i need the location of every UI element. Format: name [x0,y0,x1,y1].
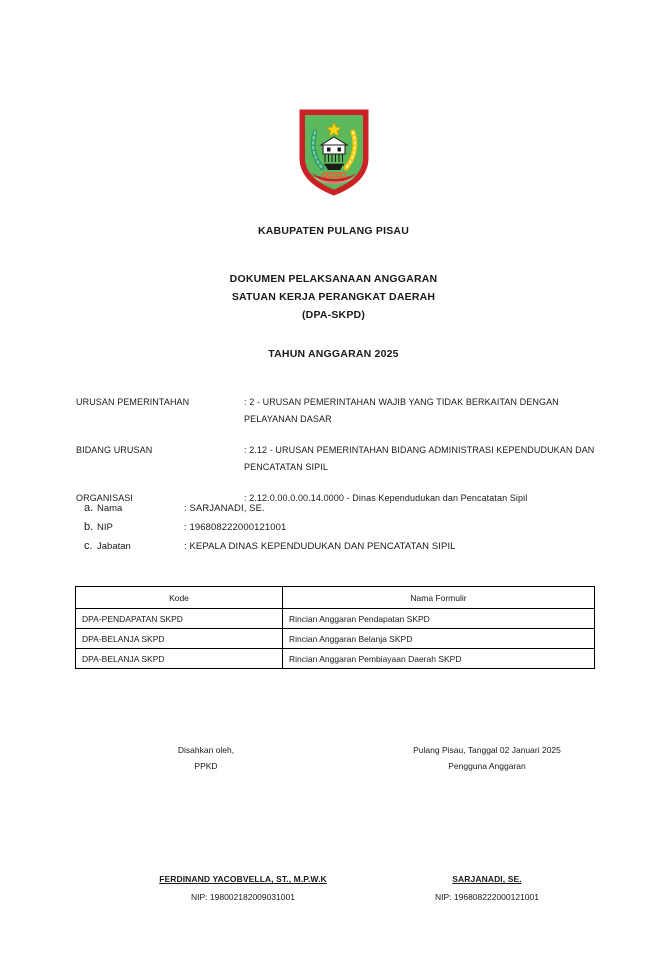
urusan-value-line-2: PENCATATAN SIPIL [244,462,328,472]
table-cell-kode: DPA-BELANJA SKPD [76,629,283,649]
urusan-label: URUSAN PEMERINTAHAN [76,397,190,407]
signature-right-line-2: Pengguna Anggaran [448,761,526,771]
urusan-value-line-1: : 2.12.0.00.0.00.14.0000 - Dinas Kependudukan dan Pencatatan Sipil [244,493,528,503]
pejabat-row-nip [84,521,544,540]
pejabat-item-letter: a. [84,502,94,514]
table-row [76,629,595,649]
fiscal-year-heading: TAHUN ANGGARAN 2025 [268,348,399,360]
formulir-table [75,586,595,669]
signatory-left-name: FERDINAND YACOBVELLA, ST., M.P.W.K [159,874,327,884]
signature-left-line-2: PPKD [194,761,218,771]
table-cell-nama-formulir: Rincian Anggaran Pembiayaan Daerah SKPD [283,649,595,669]
pejabat-section [84,502,544,559]
urusan-value-line-1: : 2.12 - URUSAN PEMERINTAHAN BIDANG ADMINISTRASI KEPENDUDUKAN DAN [244,445,595,455]
signature-block-left-header [132,742,280,774]
pejabat-item-key: Nama [97,503,123,514]
pejabat-item-key: Jabatan [97,541,131,552]
pejabat-item-letter: b. [84,521,94,533]
pejabat-row-jabatan [84,540,544,559]
urusan-row [76,442,596,476]
table-header-nama-formulir: Nama Formulir [283,587,595,609]
table-row [76,649,595,669]
signatory-right-name: SARJANADI, SE. [452,874,522,884]
urusan-value [244,442,596,476]
urusan-value-line-2: PELAYANAN DASAR [244,414,332,424]
table-header-row [76,587,595,609]
urusan-value-line-1: : 2 - URUSAN PEMERINTAHAN WAJIB YANG TIDAK BERKAITAN DENGAN [244,397,559,407]
urusan-row [76,394,596,428]
signatory-left-nip: NIP: 198002182009031001 [191,892,295,902]
document-title [0,270,667,324]
signature-left-line-1: Disahkan oleh, [177,745,235,755]
pejabat-item-key: NIP [97,522,113,533]
pejabat-item-letter: c. [84,540,93,552]
signature-right-line-1: Pulang Pisau, Tanggal 02 Januari 2025 [413,745,561,755]
pejabat-item-value: : 196808222000121001 [184,522,287,533]
document-title-line-2: SATUAN KERJA PERANGKAT DAERAH [231,291,436,303]
urusan-label: ORGANISASI [76,493,134,503]
table-cell-kode: DPA-PENDAPATAN SKPD [76,609,283,629]
table-header-kode: Kode [76,587,283,609]
urusan-label: BIDANG URUSAN [76,445,153,455]
table-cell-kode: DPA-BELANJA SKPD [76,649,283,669]
urusan-value [244,394,596,428]
pejabat-item-value: : SARJANADI, SE. [184,503,265,514]
signatory-right-nip: NIP: 196808222000121001 [435,892,539,902]
signatory-left [108,872,378,904]
signature-block-right-header [365,742,609,774]
document-title-line-1: DOKUMEN PELAKSANAAN ANGGARAN [229,273,438,285]
pejabat-item-value: : KEPALA DINAS KEPENDUDUKAN DAN PENCATATAN SIPIL [184,541,456,552]
table-cell-nama-formulir: Rincian Anggaran Belanja SKPD [283,629,595,649]
kabupaten-pulang-pisau-crest-icon [294,106,374,198]
signatory-right [370,872,604,904]
table-cell-nama-formulir: Rincian Anggaran Pendapatan SKPD [283,609,595,629]
document-title-line-3: (DPA-SKPD) [301,309,366,321]
logo-container [0,106,667,198]
urusan-section [76,394,596,507]
pejabat-row-nama [84,502,544,521]
kabupaten-heading: KABUPATEN PULANG PISAU [257,225,409,237]
table-row [76,609,595,629]
